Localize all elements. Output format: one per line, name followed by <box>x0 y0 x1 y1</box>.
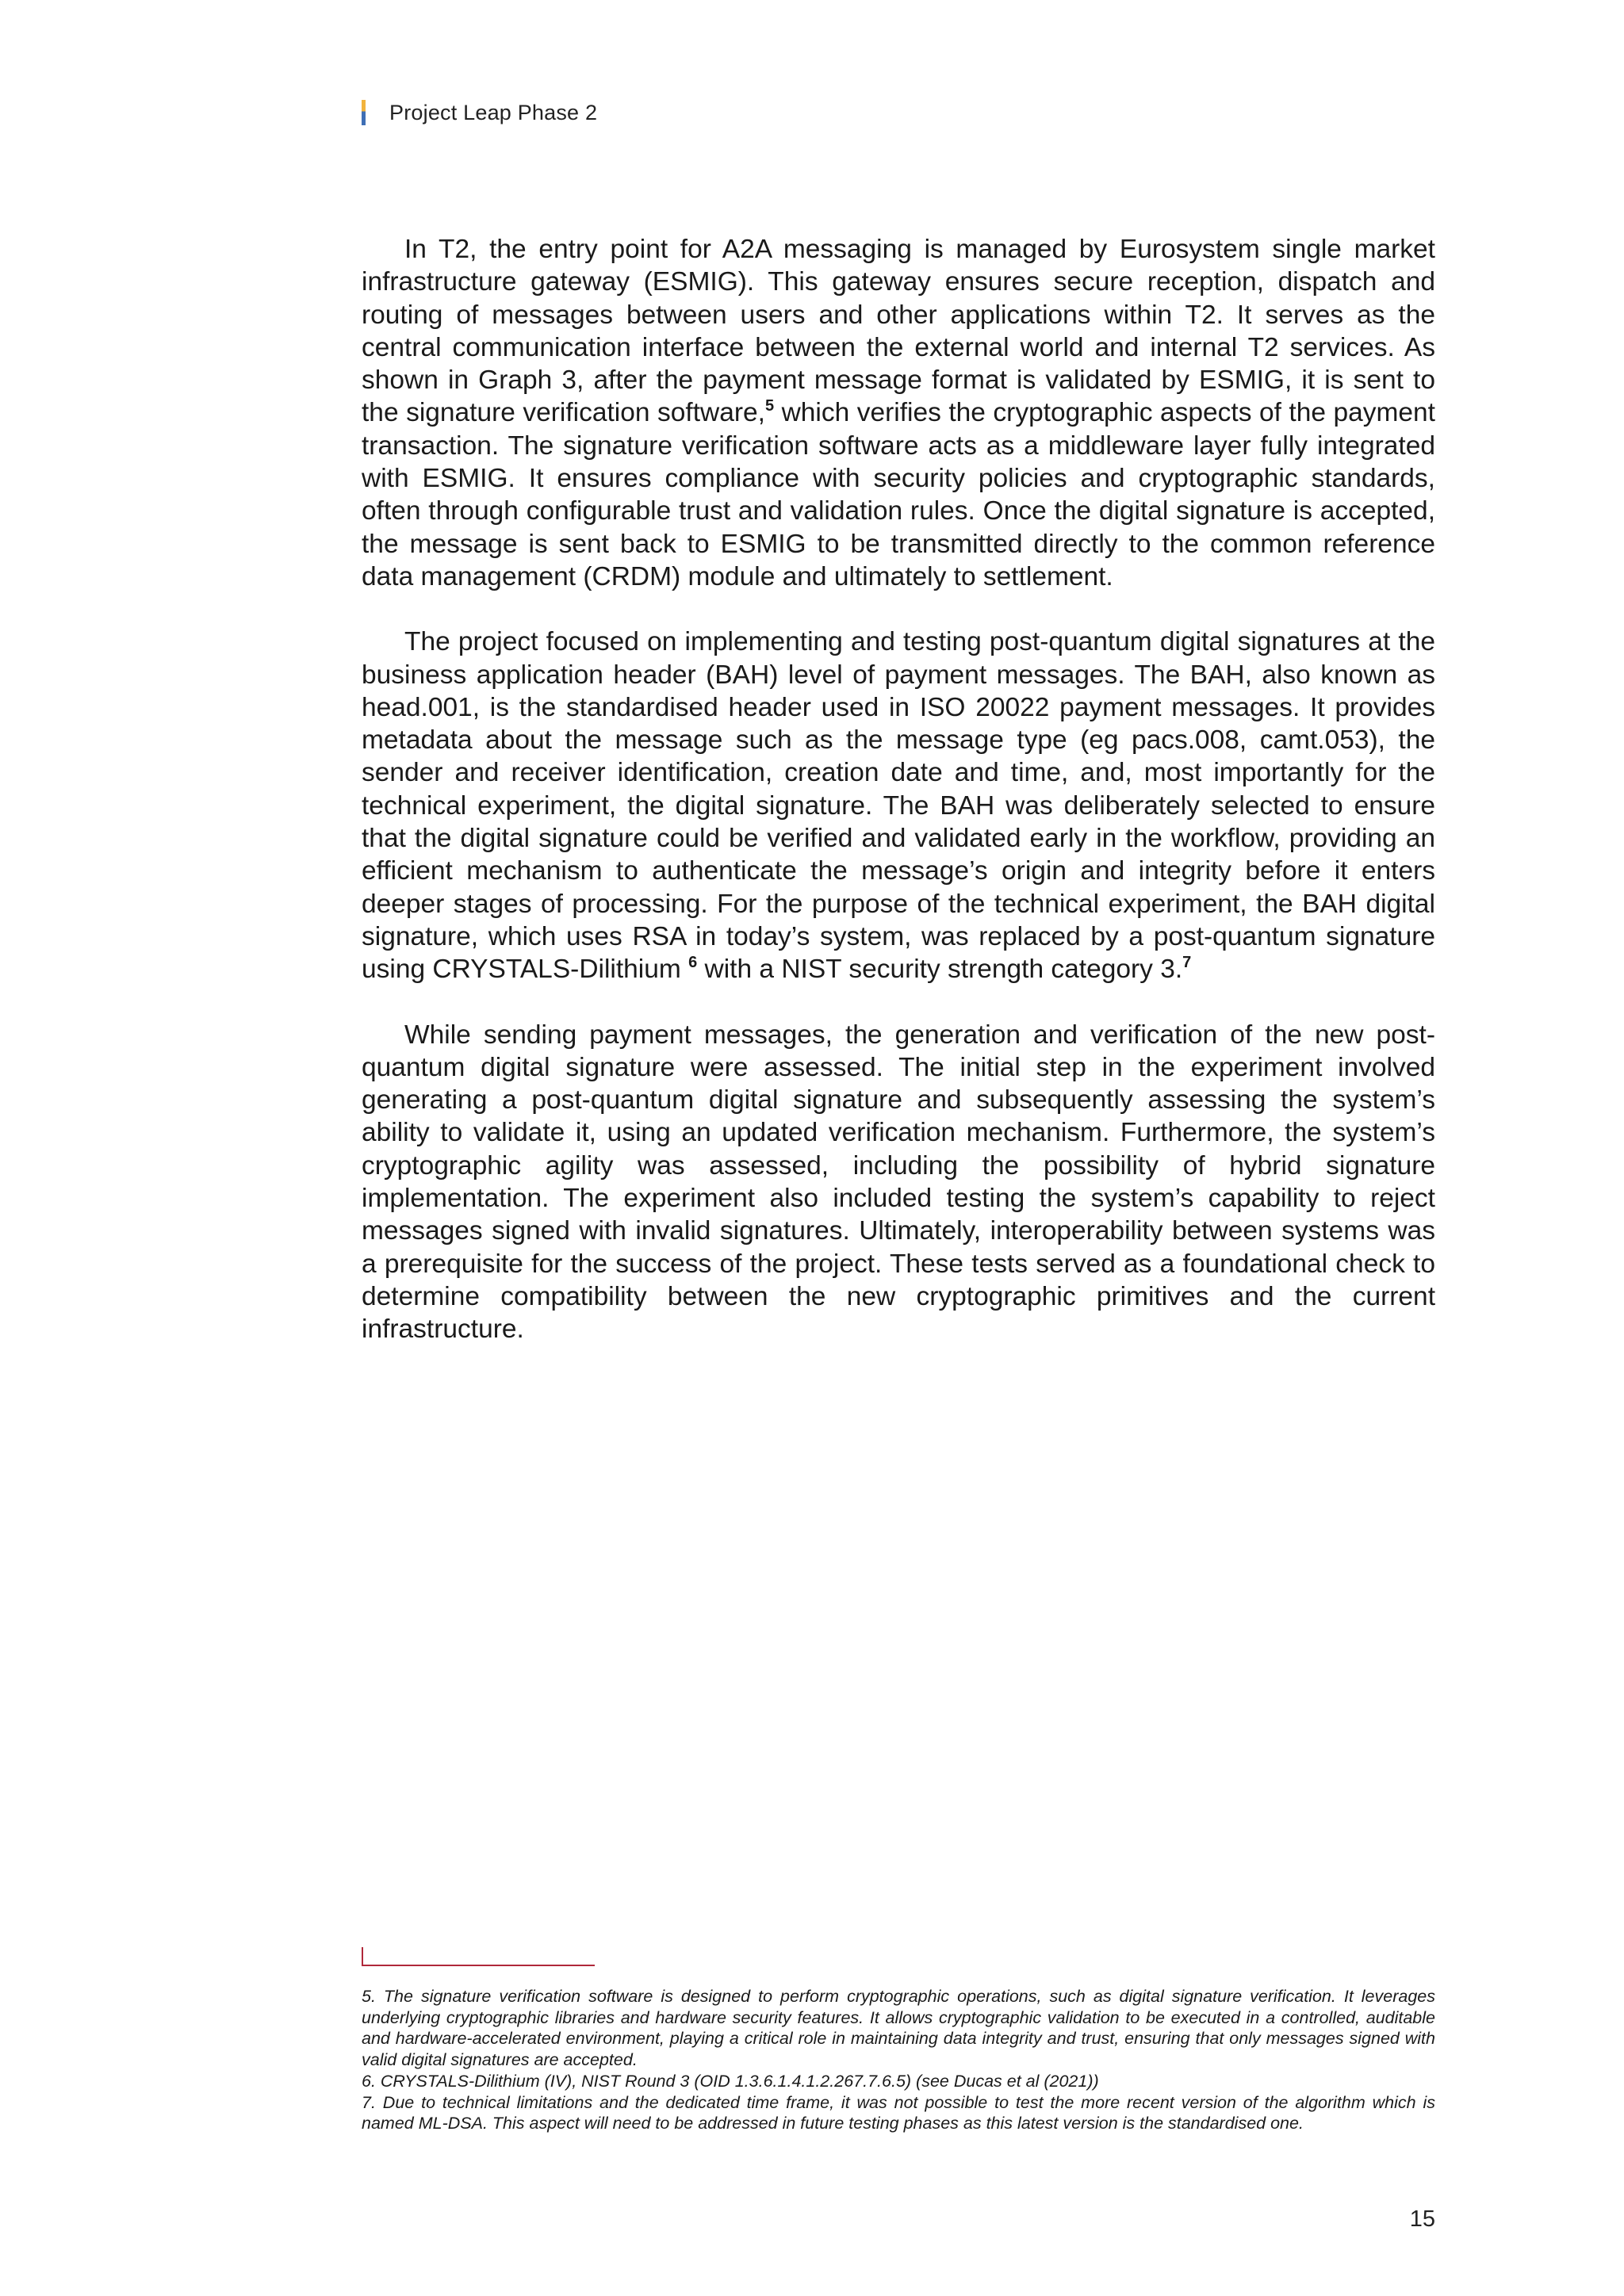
footnote-ref-5[interactable]: 5 <box>764 397 775 415</box>
paragraph-text: In T2, the entry point for A2A messaging is managed by Eurosystem single market infrastructure gateway (ESMIG). This gateway ensures secure reception, dispatch and routing of messages between users and other applications within T2. It serves as the central communication interface between the external world and internal T2 services. As shown in Graph 3, after the payment message format is validated by ESMIG, it is sent to the signature verification software, <box>362 235 1435 428</box>
running-header <box>362 97 597 128</box>
paragraph-bah <box>362 626 1435 985</box>
footnotes <box>362 1986 1435 2134</box>
paragraph-text: with a NIST security strength category 3. <box>697 955 1183 985</box>
paragraph-text: While sending payment messages, the generation and verification of the new post-quantum digital signature were assessed. The initial step in the experiment involved generating a post-quantum digital signature and subsequently assessing the system’s ability to validate it, using an updated verification mechanism. Furthermore, the system’s cryptographic agility was assessed, including the possibility of hybrid signature implementation. The experiment also included testing the system’s capability to reject messages signed with invalid signatures. Ultimately, interoperability between systems was a prerequisite for the success of the project. These tests served as a foundational check to determine compatibility between the new cryptographic primitives and the current infrastructure. <box>362 1020 1435 1345</box>
header-title: Project Leap Phase 2 <box>389 100 598 124</box>
footnote-5: 5. The signature verification software is designed to perform cryptographic operations, such as digital signature verification. It leverages underlying cryptographic libraries and hardware security features. It allows cryptographic validation to be executed in a controlled, auditable and hardware-accelerated environment, playing a critical role in maintaining data integrity and trust, ensuring that only messages signed with valid digital signatures are accepted. <box>362 1987 1435 2070</box>
header-accent-bar <box>362 100 366 125</box>
paragraph-experiment <box>362 1019 1435 1346</box>
paragraph-t2-esmig <box>362 233 1435 593</box>
page-number: 15 <box>1409 2206 1435 2232</box>
footnote-ref-6[interactable]: 6 <box>688 954 698 972</box>
footnote-ref-7[interactable]: 7 <box>1182 954 1192 972</box>
paragraph-text: which verifies the cryptographic aspects of the payment transaction. The signature verification software acts as a middleware layer fully integrated with ESMIG. It ensures compliance with security policies and cryptographic standards, often through configurable trust and validation rules. Once the digital signature is accepted, the message is sent back to ESMIG to be transmitted directly to the common reference data management (CRDM) module and ultimately to settlement. <box>362 398 1435 591</box>
footnote-7: 7. Due to technical limitations and the dedicated time frame, it was not possible to test the more recent version of the algorithm which is named ML-DSA. This aspect will need to be addressed in future testing phases as this latest version is the standardised one. <box>362 2092 1435 2133</box>
footnote-6: 6. CRYSTALS-Dilithium (IV), NIST Round 3 (OID 1.3.6.1.4.1.2.267.7.6.5) (see Ducas et al (2021)) <box>362 2071 1099 2091</box>
footnote-separator <box>362 1947 595 1966</box>
main-body <box>362 233 1435 1379</box>
paragraph-text: The project focused on implementing and testing post-quantum digital signatures at the business application header (BAH) level of payment messages. The BAH, also known as head.001, is the standardised header used in ISO 20022 payment messages. It provides metadata about the message such as the message type (eg pacs.008, camt.053), the sender and receiver identification, creation date and time, and, most importantly for the technical experiment, the digital signature. The BAH was deliberately selected to ensure that the digital signature could be verified and validated early in the workflow, providing an efficient mechanism to authenticate the message’s origin and integrity before it enters deeper stages of processing. For the purpose of the technical experiment, the BAH digital signature, which uses RSA in today’s system, was replaced by a post-quantum signature using CRYSTALS-Dilithium <box>362 627 1435 985</box>
